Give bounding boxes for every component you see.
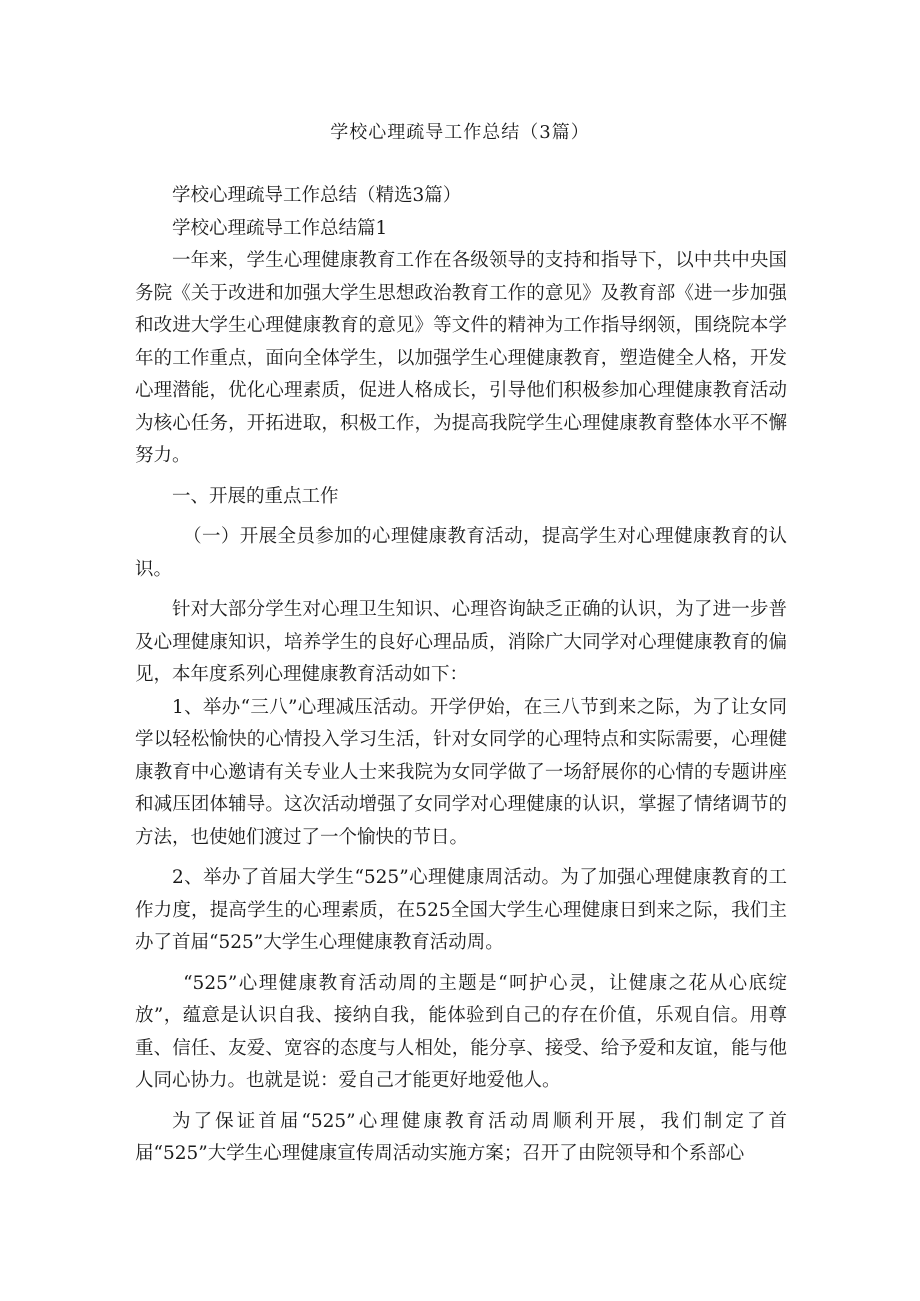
section-heading: 学校心理疏导工作总结篇1	[172, 217, 388, 239]
paragraph: 一年来，学生心理健康教育工作在各级领导的支持和指导下，以中共中央国务院《关于改进和加强大学生思想政治教育工作的意见》及教育部《进一步加强和改进大学生心理健康教育的意见》等文件的精神为工作指导纲领，围绕院本学年的工作重点，面向全体学生，以加强学生心理健康教育，塑造健全人格，开发心理潜能，优化心理素质，促进人格成长，引导他们积极参加心理健康教育活动为核心任务，开拓进取，积极工作，为提高我院学生心理健康教育整体水平不懈努力。	[135, 250, 787, 466]
subtitle: 学校心理疏导工作总结（精选3篇）	[172, 185, 462, 206]
paragraph: 针对大部分学生对心理卫生知识、心理咨询缺乏正确的认识，为了进一步普及心理健康知识，培养学生的良好心理品质，消除广大同学对心理健康教育的偏见，本年度系列心理健康教育活动如下：	[135, 599, 787, 685]
section-heading: 一、开展的重点工作	[172, 485, 339, 507]
paragraph: 2、举办了首届大学生“525”心理健康周活动。为了加强心理健康教育的工作力度，提高学生的心理素质，在525全国大学生心理健康日到来之际，我们主办了首届“525”大学生心理健康教育活动周。	[135, 867, 787, 953]
paragraph: 为了保证首届“525”心理健康教育活动周顺利开展，我们制定了首届“525”大学生心理健康宣传周活动实施方案；召开了由院领导和个系部心	[135, 1110, 787, 1164]
paragraph: 1、举办“三八”心理减压活动。开学伊始，在三八节到来之际，为了让女同学以轻松愉快的心情投入学习生活，针对女同学的心理特点和实际需要，心理健康教育中心邀请有关专业人士来我院为女同学做了一场舒展你的心情的专题讲座和减压团体辅导。这次活动增强了女同学对心理健康的认识，掌握了情绪调节的方法，也使她们渡过了一个愉快的节日。	[135, 696, 787, 848]
subsection-heading: （一）开展全员参加的心理健康教育活动，提高学生对心理健康教育的认识。	[135, 526, 787, 580]
paragraph: “525”心理健康教育活动周的主题是“呵护心灵，让健康之花从心底绽放”，蕴意是认识自我、接纳自我，能体验到自己的存在价值，乐观自信。用尊重、信任、友爱、宽容的态度与人相处，能分享、接受、给予爱和友谊，能与他人同心协力。也就是说：爱自己才能更好地爱他人。	[135, 972, 787, 1091]
document-body	[135, 180, 787, 1171]
document-title: 学校心理疏导工作总结（3篇）	[330, 122, 590, 143]
